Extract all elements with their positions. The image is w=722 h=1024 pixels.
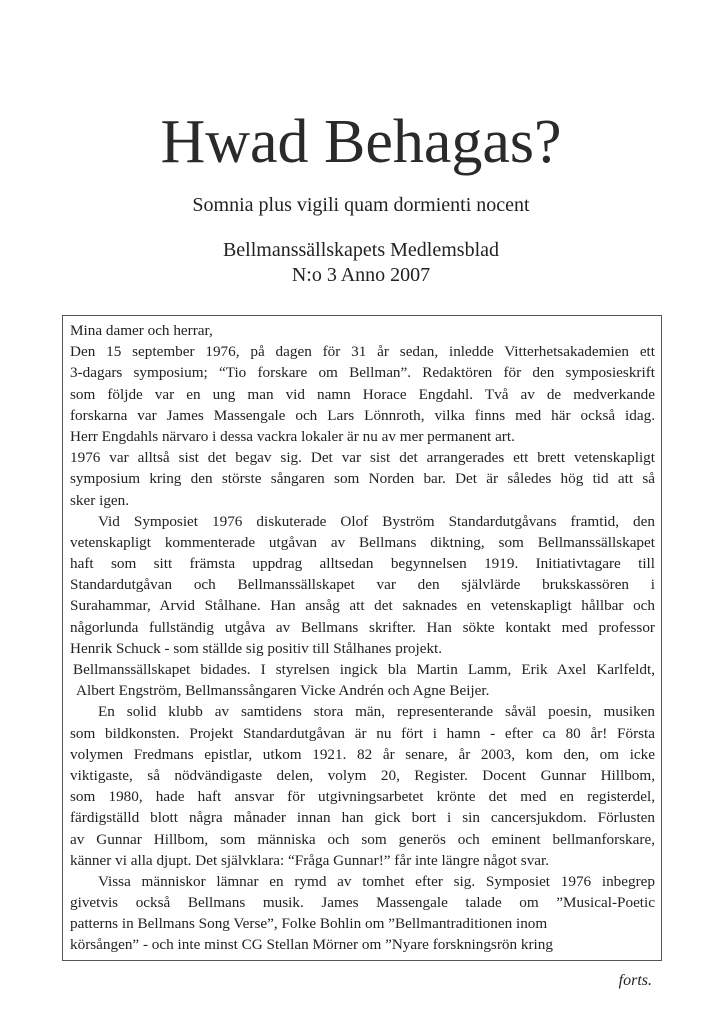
text-line: Vissa människor lämnar en rymd av tomhet efter sig. Symposiet 1976 inbegrep — [98, 872, 655, 890]
publication-name: Bellmanssällskapets Medlemsblad — [222, 239, 500, 261]
text-line: Mina damer och herrar, — [70, 322, 213, 339]
text-line: som 1980, hade haft ansvar för utgivningsarbetet krönte det med en registerdel, — [70, 788, 655, 806]
text-line: Henrik Schuck - som ställde sig positiv till Stålhanes projekt. — [70, 639, 443, 657]
text-line: av Gunnar Hillbom, som människa och som generös och eminent bellmanforskare, — [70, 830, 655, 848]
page-title: Hwad Behagas? — [160, 108, 562, 176]
issue-number: N:o 3 Anno 2007 — [291, 264, 431, 286]
text-line: vetenskapligt kommenterade utgåvan av Bellmans diktning, som Bellmanssällskapet — [70, 533, 655, 551]
text-line: haft som sitt främsta uppdrag alltsedan begynnelsen 1919. Initiativtagare till — [70, 555, 655, 573]
text-line: volymen Fredmans epistlar, utkom 1921. 82 år senare, år 2003, kom den, om icke — [70, 745, 655, 763]
text-line: 3-dagars symposium; “Tio forskare om Bellman”. Redaktören för den symposieskrift — [70, 364, 655, 382]
text-line: Bellmanssällskapet bidades. I styrelsen ingick bla Martin Lamm, Erik Axel Karlfeldt, — [73, 661, 655, 678]
text-line: Albert Engström, Bellmanssångaren Vicke Andrén och Agne Beijer. — [76, 682, 490, 700]
text-line: Surahammar, Arvid Stålhane. Han ansåg att det saknades en vetenskapligt hållbar och — [70, 597, 655, 615]
text-line: körsången” - och inte minst CG Stellan Mörner om ”Nyare forskningsrön kring — [70, 936, 553, 954]
text-line: patterns in Bellmans Song Verse”, Folke Bohlin om ”Bellmantraditionen inom — [70, 915, 548, 933]
text-line: Standardutgåvan och Bellmanssällskapet var den självlärde brukskassören i — [70, 576, 655, 594]
article-box — [62, 315, 662, 961]
text-line: 1976 var alltså sist det begav sig. Det var sist det arrangerades ett brett vetenskapligt — [70, 449, 655, 467]
text-line: viktigaste, så nödvändigaste delen, volym 20, Register. Docent Gunnar Hillbom, — [70, 766, 655, 784]
text-line: Vid Symposiet 1976 diskuterade Olof Byström Standardutgåvans framtid, den — [98, 512, 655, 530]
text-line: sker igen. — [70, 491, 130, 509]
text-line: forskarna var James Massengale och Lars Lönnroth, vilka finns med här också idag. — [70, 406, 655, 424]
text-line: som följde var en ung man vid namn Horace Engdahl. Två av de medverkande — [70, 385, 655, 403]
text-line: någorlunda fullständig utgåva av Bellmans skrifter. Han sökte kontakt med professor — [70, 618, 655, 636]
motto: Somnia plus vigili quam dormienti nocent — [192, 194, 530, 216]
text-line: som bildkonsten. Projekt Standardutgåvan är nu fört i hamn - efter ca 80 år! Första — [70, 724, 655, 742]
text-line: symposium kring den störste sångaren som Norden bar. Det är således hög tid att så — [70, 470, 655, 488]
text-line: färdigställd blott några månader innan han gick bort i sin cancersjukdom. Förlusten — [70, 809, 655, 827]
continued-note: forts. — [618, 972, 652, 989]
text-line: En solid klubb av samtidens stora män, representerande såväl poesin, musiken — [98, 703, 655, 721]
text-line: Herr Engdahls närvaro i dessa vackra lokaler är nu av mer permanent art. — [70, 427, 515, 445]
text-line: Den 15 september 1976, på dagen för 31 år sedan, inledde Vitterhetsakademien ett — [70, 343, 655, 361]
text-line: känner vi alla djupt. Det självklara: “Fråga Gunnar!” får inte längre något svar. — [70, 851, 550, 869]
text-line: givetvis också Bellmans musik. James Massengale talade om ”Musical-Poetic — [70, 894, 655, 912]
